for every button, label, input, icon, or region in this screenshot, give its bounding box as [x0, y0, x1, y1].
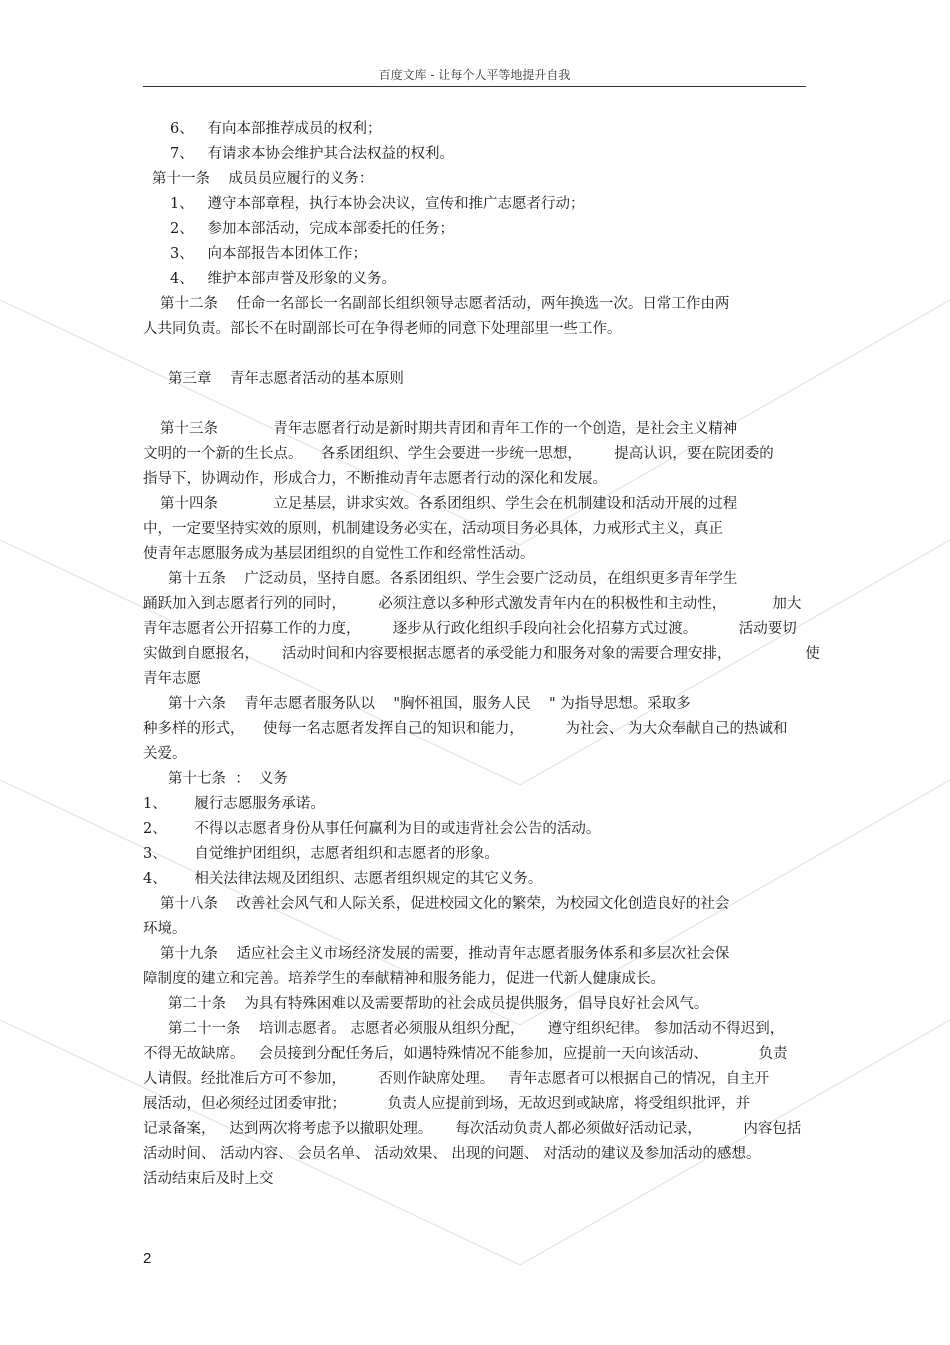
text-line: 第十九条 适应社会主义市场经济发展的需要，推动青年志愿者服务体系和多层次社会保: [160, 946, 730, 962]
page-number: 2: [143, 1250, 152, 1267]
text-line: 7、 有请求本协会维护其合法权益的权利。: [170, 146, 455, 162]
text-line: 活动时间、 活动内容、 会员名单、 活动效果、 出现的问题、 对活动的建议及参加活动的感想。: [143, 1146, 761, 1162]
text-line: 第十七条 ： 义务: [168, 771, 288, 787]
text-line: 2、 不得以志愿者身份从事任何赢利为目的或违背社会公告的活动。: [143, 821, 601, 837]
text-line: 3、 自觉维护团组织，志愿者组织和志愿者的形象。: [143, 846, 499, 862]
text-line: 文明的一个新的生长点。 各系团组织、学生会要进一步统一思想， 提高认识，要在院团委的: [143, 446, 774, 462]
text-line: 使青年志愿服务成为基层团组织的自觉性工作和经常性活动。: [143, 546, 535, 562]
text-line: 指导下，协调动作，形成合力，不断推动青年志愿者行动的深化和发展。: [143, 471, 607, 487]
text-line: 3、 向本部报告本团体工作；: [170, 246, 368, 262]
header-rule: [143, 86, 806, 87]
text-line: 人共同负责。部长不在时副部长可在争得老师的同意下处理部里一些工作。: [143, 321, 622, 337]
text-line: 4、 维护本部声誉及形象的义务。: [170, 271, 397, 287]
text-line: 1、 遵守本部章程，执行本协会决议，宣传和推广志愿者行动；: [170, 196, 585, 212]
page-header: 百度文库 - 让每个人平等地提升自我: [378, 68, 571, 82]
text-line: 1、 履行志愿服务承诺。: [143, 796, 325, 812]
text-line: 活动结束后及时上交: [143, 1171, 274, 1187]
text-line: 记录备案， 达到两次将考虑予以撤职处理。 每次活动负责人都必须做好活动记录， 内容包括: [143, 1121, 802, 1137]
text-line: 实做到自愿报名， 活动时间和内容要根据志愿者的承受能力和服务对象的需要合理安排， 使: [143, 646, 820, 662]
text-line: 关爱。: [143, 746, 187, 762]
text-line: 青年志愿: [143, 671, 201, 687]
text-line: 第十八条 改善社会风气和人际关系，促进校园文化的繁荣，为校园文化创造良好的社会: [160, 896, 730, 912]
text-line: 4、 相关法律法规及团组织、志愿者组织规定的其它义务。: [143, 871, 543, 887]
text-line: 第十三条 青年志愿者行动是新时期共青团和青年工作的一个创造，是社会主义精神: [160, 421, 738, 437]
text-line: 第二十条 为具有特殊困难以及需要帮助的社会成员提供服务，倡导良好社会风气。: [168, 996, 709, 1012]
text-line: 2、 参加本部活动，完成本部委托的任务；: [170, 221, 455, 237]
text-line: 环境。: [143, 921, 187, 937]
text-line: 种多样的形式， 使每一名志愿者发挥自己的知识和能力， 为社会、 为大众奉献自己的热诚和: [143, 721, 788, 737]
text-line: 第二十一条 培训志愿者。 志愿者必须服从组织分配， 遵守组织纪律。 参加活动不得迟到，: [168, 1021, 785, 1037]
text-line: 第十二条 任命一名部长一名副部长组织领导志愿者活动，两年换选一次。日常工作由两: [160, 296, 730, 312]
text-line: 中，一定要坚持实效的原则，机制建设务必实在，活动项目务必具体，力戒形式主义，真正: [143, 521, 723, 537]
text-line: 展活动，但必须经过团委审批； 负责人应提前到场，无故迟到或缺席，将受组织批评，并: [143, 1096, 750, 1112]
text-line: 第十四条 立足基层，讲求实效。各系团组织、学生会在机制建设和活动开展的过程: [160, 496, 738, 512]
text-line: 6、 有向本部推荐成员的权利；: [170, 121, 382, 137]
text-line: 第十六条 青年志愿者服务队以 "胸怀祖国，服务人民 " 为指导思想。采取多: [168, 696, 691, 712]
text-line: 障制度的建立和完善。培养学生的奉献精神和服务能力，促进一代新人健康成长。: [143, 971, 665, 987]
text-line: 踊跃加入到志愿者行列的同时， 必须注意以多种形式激发青年内在的积极性和主动性， 加大: [143, 596, 802, 612]
text-line: 青年志愿者公开招募工作的力度， 逐步从行政化组织手段向社会化招募方式过渡。 活动要切: [143, 621, 797, 637]
text-line: 第三章 青年志愿者活动的基本原则: [168, 371, 404, 387]
text-line: 第十一条 成员员应履行的义务：: [152, 171, 374, 187]
text-line: 第十五条 广泛动员，坚持自愿。各系团组织、学生会要广泛动员，在组织更多青年学生: [168, 571, 738, 587]
text-line: 人请假。经批准后方可不参加， 否则作缺席处理。 青年志愿者可以根据自己的情况，自主开: [143, 1071, 770, 1087]
text-line: 不得无故缺席。 会员接到分配任务后，如遇特殊情况不能参加，应提前一天向该活动、 负责: [143, 1046, 788, 1062]
